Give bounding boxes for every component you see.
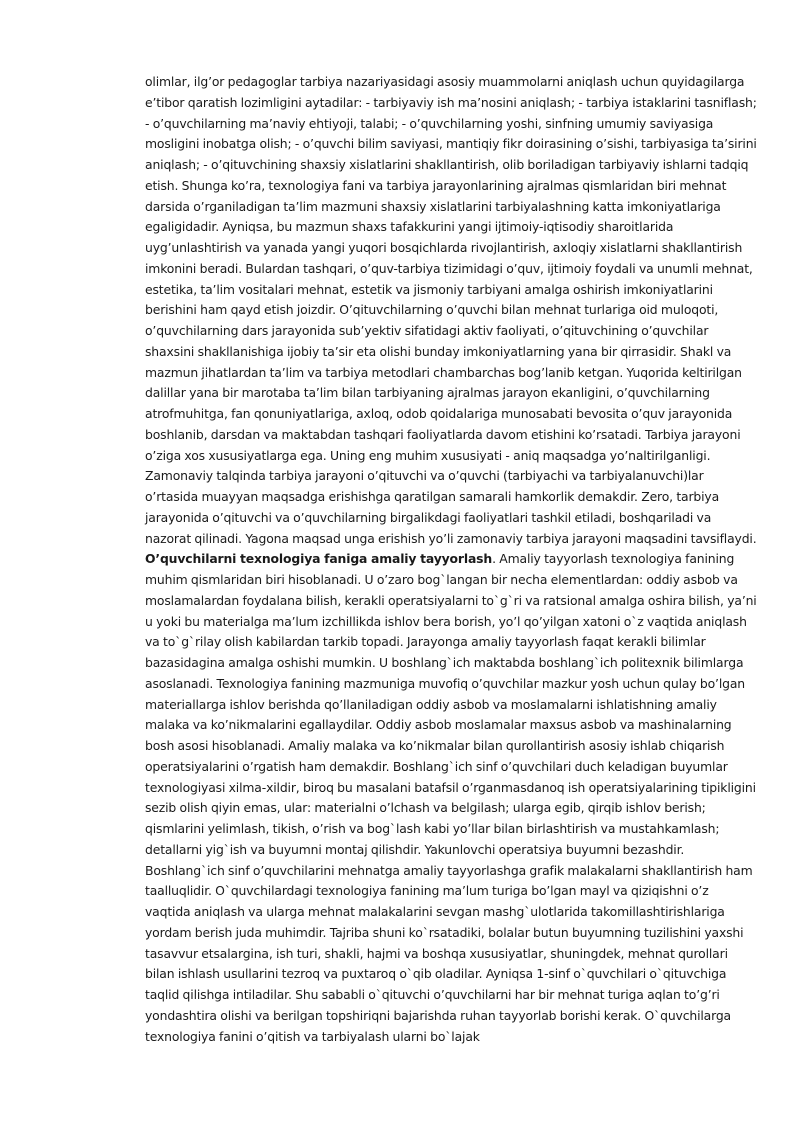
body-text-part-1: olimlar, ilg’or pedagoglar tarbiya nazariyasidagi asosiy muammolarni aniqlash uchun quyidagilarga e’tibor qaratish lozimligini aytadilar: - tarbiyaviy ish ma’nosini aniqlash; - tarbiya istaklarini tasniflash; - o’quvchilarning ma’naviy ehtiyoji, talabi; - o’quvchilarning yoshi, sinfning umumiy saviyasiga mosligini inobatga olish; - o’quvchi bilim saviyasi, mantiqiy fikr doirasining o’sishi, tarbiyasiga ta’sirini aniqlash; - o’qituvchining shaxsiy xislatlarini shakllantirish, olib boriladigan tarbiyaviy ishlarni tadqiq etish. Shunga ko’ra, texnologiya fani va tarbiya jarayonlarining ajralmas qismlaridan biri mehnat darsida o’rganiladigan ta’lim mazmuni shaxsiy xislatlarini tarbiyalashning katta imkoniyatlariga egaligidadir. Ayniqsa, bu mazmun shaxs tafakkurini yangi ijtimoiy-iqtisodiy sharoitlarida uyg’unlashtirish va yanada yangi yuqori bosqichlarda rivojlantirish, axloqiy xislatlarni shakllantirish imkonini beradi. Bulardan tashqari, o’quv-tarbiya tizimidagi o’quv, ijtimoiy foydali va unumli mehnat, estetika, ta’lim vositalari mehnat, estetik va jismoniy tarbiyani amalga oshirish imkoniyatlarini berishini ham qayd etish joizdir. O’qituvchilarning o’quvchi bilan mehnat turlariga oid muloqoti, o’quvchilarning dars jarayonida sub’yektiv sifatidagi aktiv faoliyati, o’qituvchining o’quvchilar shaxsini shakllanishiga ijobiy ta’sir eta olishi bunday imkoniyatlarning yana bir qirrasidir. Shakl va mazmun jihatlardan ta’lim va tarbiya metodlari chambarchas bog’lanib ketgan. Yuqorida keltirilgan dalillar yana bir marotaba ta’lim bilan tarbiyaning ajralmas jarayon ekanligini, o’quvchilarning atrofmuhitga, fan qonuniyatlariga, axloq, odob qoidalariga munosabati bevosita o’quv jarayonida boshlanib, darsdan va maktabdan tashqari faoliyatlarda davom etishini ko’rsatadi. Tarbiya jarayoni o’ziga xos xususiyatlarga ega. Uning eng muhim xususiyati - aniq maqsadga yo’naltirilganligi. Zamonaviy talqinda tarbiya jarayoni o’qituvchi va o’quvchi (tarbiyachi va tarbiyalanuvchi)lar o’rtasida muayyan maqsadga erishishga qaratilgan samarali hamkorlik demakdir. Zero, tarbiya jarayonida o’qituvchi va o’quvchilarning birgalikdagi faoliyatlari tashkil etiladi, boshqariladi va nazorat qilinadi. Yagona maqsad unga erishish yo’li zamonaviy tarbiya jarayoni maqsadini tavsiflaydi. bbox=[145, 74, 757, 546]
document-page bbox=[145, 72, 757, 1047]
bold-heading-inline: O’quvchilarni texnologiya faniga amaliy tayyorlash bbox=[145, 551, 493, 567]
body-text-part-2: . Amaliy tayyorlash texnologiya fanining muhim qismlaridan biri hisoblanadi. U o’zaro bog`langan bir necha elementlardan: oddiy asbob va moslamalardan foydalana bilish, kerakli operatsiyalarni to`g`ri va ratsional amalga oshira bilish, ya’ni u yoki bu materialga ma’lum izchillikda ishlov bera borish, yo’l qo’yilgan xatoni o`z vaqtida aniqlash va to`g`rilay olish kabilardan tarkib topadi. Jarayonga amaliy tayyorlash faqat kerakli bilimlar bazasidagina amalga oshishi mumkin. U boshlang`ich maktabda boshlang`ich politexnik bilimlarga asoslanadi. Texnologiya fanining mazmuniga muvofiq o’quvchilar mazkur yosh uchun qulay bo’lgan materiallarga ishlov berishda qo’llaniladigan oddiy asbob va moslamalarni ishlatishning amaliy malaka va ko’nikmalarini egallaydilar. Oddiy asbob moslamalar maxsus asbob va mashinalarning bosh asosi hisoblanadi. Amaliy malaka va ko’nikmalar bilan qurollantirish asosiy ishlab chiqarish operatsiyalarini o’rgatish ham demakdir. Boshlang`ich sinf o’quvchilari duch keladigan buyumlar texnologiyasi xilma-xildir, biroq bu masalani batafsil o’rganmasdanoq ish operatsiyalarining tipikligini sezib olish qiyin emas, ular: materialni o’lchash va belgilash; ularga egib, qirqib ishlov berish; qismlarini yelimlash, tikish, o’rish va bog`lash kabi yo’llar bilan birlashtirish va mustahkamlash; detallarni yig`ish va buyumni montaj qilishdir. Yakunlovchi operatsiya buyumni bezashdir. Boshlang`ich sinf o’quvchilarini mehnatga amaliy tayyorlashga grafik malakalarni shakllantirish ham taalluqlidir. O`quvchilardagi texnologiya fanining ma’lum turiga bo’lgan mayl va qiziqishni o’z vaqtida aniqlash va ularga mehnat malakalarini sevgan mashg`ulotlarida takomillashtirishlariga yordam berish juda muhimdir. Tajriba shuni ko`rsatadiki, bolalar butun buyumning tuzilishini yaxshi tasavvur etsalargina, ish turi, shakli, hajmi va boshqa xususiyatlar, shuningdek, mehnat qurollari bilan ishlash usullarini tezroq va puxtaroq o`qib oladilar. Ayniqsa 1-sinf o`quvchilari o`qituvchiga taqlid qilishga intiladilar. Shu sababli o`qituvchi o’quvchilarni har bir mehnat turiga aqlan to’g’ri yondashtira olishi va berilgan topshiriqni bajarishda ruhan tayyorlab borishi kerak. O`quvchilarga texnologiya fanini o’qitish va tarbiyalash ularni bo`lajak bbox=[145, 551, 757, 1044]
body-paragraph bbox=[145, 72, 757, 1047]
